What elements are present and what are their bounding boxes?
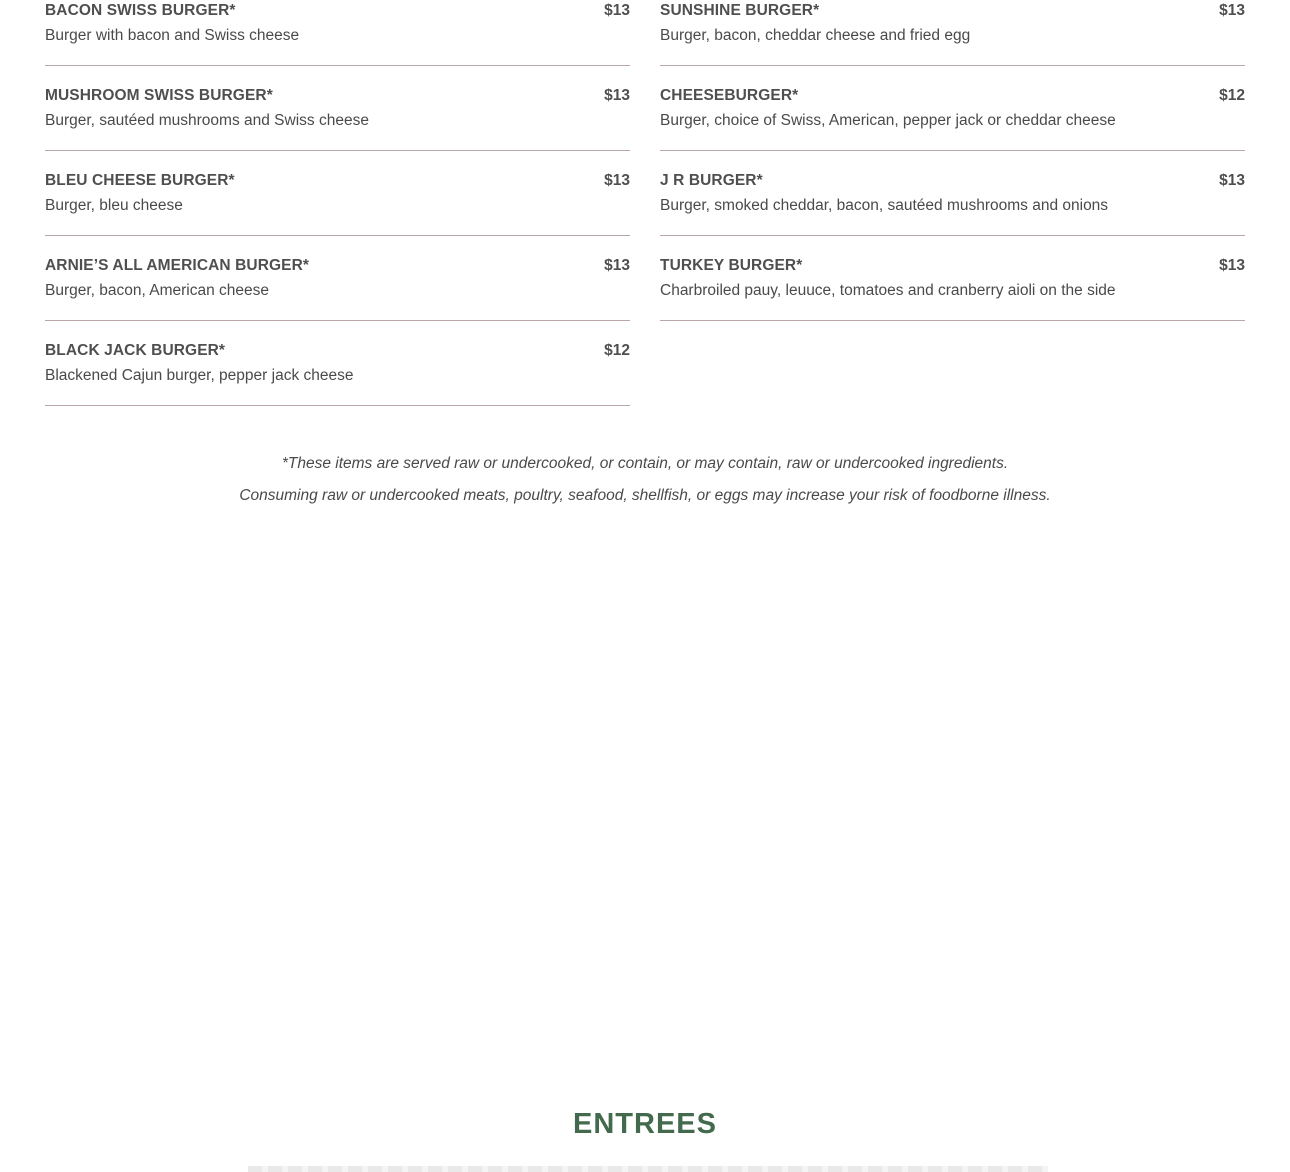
- menu-item: [660, 168, 1245, 236]
- menu-item-price: $13: [604, 172, 630, 189]
- menu-item-description: Burger, choice of Swiss, American, pepper jack or cheddar cheese: [660, 112, 1116, 129]
- menu-item-description: Burger with bacon and Swiss cheese: [45, 27, 300, 44]
- menu-item-header: [660, 0, 1245, 24]
- section-divider: [248, 1166, 1048, 1172]
- menu-item: [45, 83, 630, 151]
- menu-item: [660, 83, 1245, 151]
- menu-item: [45, 0, 630, 66]
- menu-item-header: [660, 253, 1245, 279]
- raw-food-disclaimer: [0, 448, 1290, 512]
- menu-item-header: [660, 168, 1245, 194]
- menu-item-name: SUNSHINE BURGER*: [660, 2, 820, 19]
- menu-item-price: $12: [604, 342, 630, 359]
- menu-item: [45, 253, 630, 321]
- menu-item-header: [45, 168, 630, 194]
- burger-menu: [45, 0, 1245, 423]
- menu-item-header: [45, 83, 630, 109]
- menu-item-description: Charbroiled pauy, leuuce, tomatoes and cranberry aioli on the side: [660, 282, 1116, 299]
- menu-column-right: [660, 0, 1245, 423]
- menu-item-name: ARNIE’S ALL AMERICAN BURGER*: [45, 257, 310, 274]
- menu-item-header: [660, 83, 1245, 109]
- menu-item: [45, 338, 630, 406]
- menu-item-description: Burger, smoked cheddar, bacon, sautéed mushrooms and onions: [660, 197, 1109, 214]
- menu-item-price: $13: [1219, 172, 1245, 189]
- menu-item-description: Burger, bacon, cheddar cheese and fried egg: [660, 27, 971, 44]
- menu-item-name: MUSHROOM SWISS BURGER*: [45, 87, 273, 104]
- menu-item-name: J R BURGER*: [660, 172, 763, 189]
- menu-item-description: Burger, bacon, American cheese: [45, 282, 270, 299]
- disclaimer-line-2: Consuming raw or undercooked meats, poultry, seafood, shellfish, or eggs may increase your risk of foodborne illness.: [239, 487, 1051, 504]
- menu-item-price: $12: [1219, 87, 1245, 104]
- menu-item-description: Burger, bleu cheese: [45, 197, 183, 214]
- menu-item-name: BLACK JACK BURGER*: [45, 342, 226, 359]
- menu-item-header: [45, 0, 630, 24]
- menu-item: [45, 168, 630, 236]
- menu-item-header: [45, 338, 630, 364]
- menu-item-name: CHEESEBURGER*: [660, 87, 799, 104]
- menu-item-price: $13: [1219, 2, 1245, 19]
- menu-item-description: Burger, sautéed mushrooms and Swiss cheese: [45, 112, 369, 129]
- menu-item-price: $13: [1219, 257, 1245, 274]
- section-title-entrees: ENTREES: [573, 1108, 717, 1140]
- menu-item-name: TURKEY BURGER*: [660, 257, 803, 274]
- disclaimer-line-1: *These items are served raw or undercooked, or contain, or may contain, raw or undercooked ingredients.: [281, 455, 1009, 472]
- menu-item-header: [45, 253, 630, 279]
- menu-item-name: BLEU CHEESE BURGER*: [45, 172, 235, 189]
- menu-item-price: $13: [604, 257, 630, 274]
- menu-item: [660, 0, 1245, 66]
- menu-item-price: $13: [604, 87, 630, 104]
- menu-item-name: BACON SWISS BURGER*: [45, 2, 236, 19]
- menu-item-price: $13: [604, 2, 630, 19]
- menu-column-left: [45, 0, 630, 423]
- menu-item-description: Blackened Cajun burger, pepper jack cheese: [45, 367, 354, 384]
- menu-item: [660, 253, 1245, 321]
